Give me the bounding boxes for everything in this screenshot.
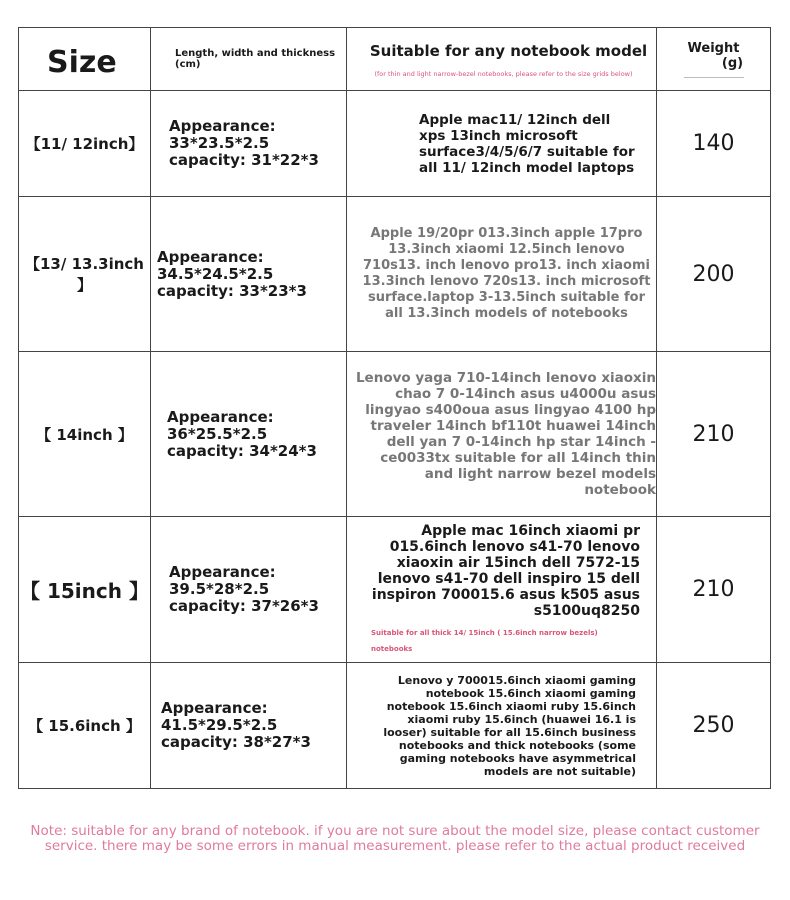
- row-models: [347, 517, 657, 663]
- header-row: [19, 28, 771, 91]
- row-models: Lenovo y 700015.6inch xiaomi gaming notebook 15.6inch xiaomi gaming notebook 15.6inch xiaomi ruby 15.6inch xiaomi ruby 15.6inch (huawei 16.1 is looser) suitable for all 15.6inch business notebooks and thick notebooks (some gaming notebooks have asymmetrical models are not suitable): [347, 663, 657, 789]
- size-chart-table: [18, 27, 771, 789]
- row-models-text: Apple mac 16inch xiaomi pr 015.6inch lenovo s41-70 lenovo xiaoxin air 15inch dell 7572-15 lenovo s41-70 dell inspiro 15 dell inspiron 700015.6 asus k505 asus s5100uq8250: [371, 522, 640, 619]
- table-row: [19, 91, 771, 197]
- header-size: Size: [19, 28, 151, 91]
- row-models-subnote: Suitable for all thick 14/ 15inch ( 15.6inch narrow bezels) notebooks: [371, 628, 598, 653]
- table-row: [19, 352, 771, 517]
- header-models-title: Suitable for any notebook model: [369, 42, 648, 60]
- row-weight: 210: [657, 352, 771, 517]
- table-row: [19, 663, 771, 789]
- row-weight: 250: [657, 663, 771, 789]
- footnote: Note: suitable for any brand of notebook. if you are not sure about the model size, please contact customer service. there may be some errors in manual measurement. please refer to the actual product received: [30, 823, 760, 854]
- header-models-note: (for thin and light narrow-bezel notebooks, please refer to the size grids below): [374, 70, 633, 78]
- row-dimensions: Appearance: 39.5*28*2.5 capacity: 37*26*3: [151, 517, 347, 663]
- row-weight: 200: [657, 197, 771, 352]
- row-weight: 210: [657, 517, 771, 663]
- header-weight-rule: [684, 77, 744, 78]
- table-row: [19, 197, 771, 352]
- header-weight: [657, 28, 771, 91]
- header-weight-label: Weight: [687, 40, 740, 56]
- row-models: Lenovo yaga 710-14inch lenovo xiaoxin chao 7 0-14inch asus u4000u asus lingyao s400oua asus lingyao 4100 hp traveler 14inch bf110t huawei 14inch dell yan 7 0-14inch hp star 14inch -ce0033tx suitable for all 14inch thin and light narrow bezel models notebook: [347, 352, 657, 517]
- row-size: 【 15inch 】: [19, 517, 151, 663]
- table-row: [19, 517, 771, 663]
- row-size: 【 14inch 】: [19, 352, 151, 517]
- row-weight: 140: [657, 91, 771, 197]
- row-dimensions: Appearance: 41.5*29.5*2.5 capacity: 38*27*3: [151, 663, 347, 789]
- row-models: Apple 19/20pr 013.3inch apple 17pro 13.3inch xiaomi 12.5inch lenovo 710s13. inch lenovo pro13. inch xiaomi 13.3inch lenovo 720s13. inch microsoft surface.laptop 3-13.5inch suitable for all 13.3inch models of notebooks: [347, 197, 657, 352]
- header-dimensions: Length, width and thickness (cm): [151, 28, 347, 91]
- row-size: 【11/ 12inch】: [19, 91, 151, 197]
- row-dimensions: Appearance: 33*23.5*2.5 capacity: 31*22*3: [151, 91, 347, 197]
- header-weight-unit: (g): [721, 55, 744, 71]
- row-dimensions: Appearance: 36*25.5*2.5 capacity: 34*24*3: [151, 352, 347, 517]
- row-models: Apple mac11/ 12inch dell xps 13inch microsoft surface3/4/5/6/7 suitable for all 11/ 12inch model laptops: [347, 91, 657, 197]
- row-size: 【13/ 13.3inch 】: [19, 197, 151, 352]
- row-size: 【 15.6inch 】: [19, 663, 151, 789]
- header-models: [347, 28, 657, 91]
- row-dimensions: Appearance: 34.5*24.5*2.5 capacity: 33*23*3: [151, 197, 347, 352]
